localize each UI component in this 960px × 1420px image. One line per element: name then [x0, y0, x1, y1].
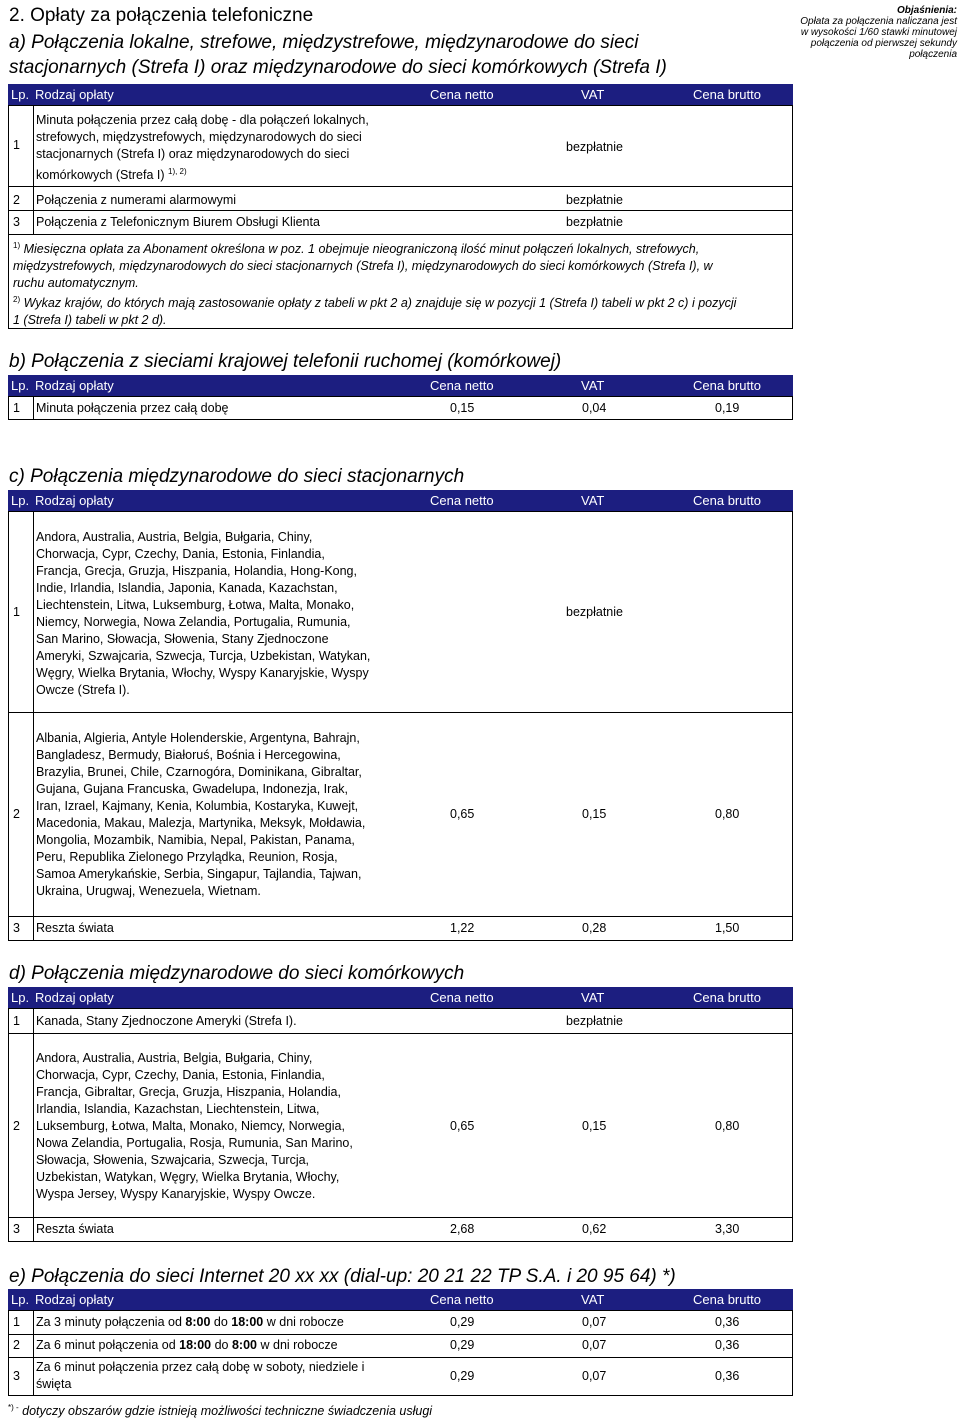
col-gross: Cena brutto — [693, 87, 761, 102]
desc-line: stacjonarnych (Strefa I) oraz międzynarodowych do sieci — [36, 147, 350, 161]
list-line: Węgry, Wielka Brytania, Włochy, Wyspy Kanaryjskie, Wyspy — [36, 666, 369, 680]
section-e-table — [8, 1310, 793, 1396]
vat-price: 0,07 — [582, 1315, 607, 1329]
col-net: Cena netto — [430, 493, 494, 508]
table-header — [8, 375, 793, 396]
table-header — [8, 987, 793, 1008]
table-header — [8, 490, 793, 511]
col-vat: VAT — [581, 87, 605, 102]
row-lp: 2 — [13, 193, 20, 207]
desc-line: Za 6 minut połączenia przez całą dobę w soboty, niedziele i — [36, 1360, 365, 1374]
list-line: Albania, Algieria, Antyle Holenderskie, Argentyna, Bahrajn, — [36, 731, 360, 745]
col-type: Rodzaj opłaty — [35, 493, 114, 508]
col-vat: VAT — [581, 990, 605, 1005]
country-list — [36, 1050, 353, 1203]
section-b-table — [8, 396, 793, 420]
table-header — [8, 1289, 793, 1310]
side-note-line: Opłata za połączenia naliczana jest — [800, 16, 957, 27]
row-lp: 3 — [13, 1222, 20, 1236]
row-lp: 1 — [13, 401, 20, 415]
row-lp: 1 — [13, 1014, 20, 1028]
col-gross: Cena brutto — [693, 493, 761, 508]
footnote-line: Miesięczna opłata za Abonament określona w poz. 1 obejmuje nieograniczoną ilość minut połączeń lokalnych, strefowych, — [23, 242, 700, 257]
row-desc: Połączenia z Telefonicznym Biurem Obsługi Klienta — [36, 215, 320, 229]
list-line: Luksemburg, Łotwa, Malta, Monako, Niemcy, Norwegia, — [36, 1119, 345, 1133]
country-list — [36, 529, 370, 699]
section-c-title: c) Połączenia międzynarodowe do sieci stacjonarnych — [9, 466, 465, 487]
time-from: 8:00 — [185, 1315, 211, 1329]
desc-part: do — [210, 1315, 232, 1329]
footnote-text: dotyczy obszarów gdzie istnieją możliwości techniczne świadczenia usługi — [22, 1404, 433, 1419]
footnote-ref: 1), 2) — [168, 167, 187, 176]
list-line: Uzbekistan, Watykan, Węgry, Wielka Brytania, Włochy, — [36, 1170, 340, 1184]
row-lp: 1 — [13, 138, 20, 152]
list-line: Bangladesz, Bermudy, Białoruś, Bośnia i Hercegowina, — [36, 748, 341, 762]
row-lp: 2 — [13, 1119, 20, 1133]
side-note-heading: Objaśnienia: — [896, 5, 957, 16]
section-d-table — [8, 1008, 793, 1242]
list-line: Samoa Amerykańskie, Serbia, Singapur, Tajlandia, Tajwan, — [36, 867, 362, 881]
gross-price: 0,36 — [715, 1315, 740, 1329]
vat-price: 0,07 — [582, 1369, 607, 1383]
time-from: 18:00 — [179, 1338, 212, 1352]
col-net: Cena netto — [430, 378, 494, 393]
list-line: Ameryki, Szwajcaria, Szwecja, Turcja, Uzbekistan, Watykan, — [36, 649, 371, 663]
row-desc: Kanada, Stany Zjednoczone Ameryki (Strefa I). — [36, 1014, 297, 1028]
col-lp: Lp. — [11, 87, 30, 102]
list-line: Peru, Republika Zielonego Przylądka, Reunion, Rosja, — [36, 850, 338, 864]
row-desc — [36, 1314, 344, 1331]
col-type: Rodzaj opłaty — [35, 1292, 114, 1307]
section-e-title: e) Połączenia do sieci Internet 20 xx xx (dial-up: 20 21 22 TP S.A. i 20 95 64) *) — [9, 1266, 676, 1287]
time-to: 8:00 — [231, 1338, 258, 1352]
section-e-footnote — [8, 1399, 432, 1420]
list-line: Owcze (Strefa I). — [36, 683, 130, 697]
list-line: Chorwacja, Cypr, Czechy, Dania, Estonia, Finlandia, — [36, 547, 325, 561]
row-lp: 2 — [13, 807, 20, 821]
footnote-line: Wykaz krajów, do których mają zastosowanie opłaty z tabeli w pkt 2 a) znajduje się w pozycji 1 (Strefa I) tabeli w pkt 2 c) i pozycji — [23, 296, 737, 311]
row-lp: 1 — [13, 1315, 20, 1329]
net-price: 0,29 — [450, 1338, 475, 1352]
col-type: Rodzaj opłaty — [35, 378, 114, 393]
net-price: 0,29 — [450, 1369, 475, 1383]
row-desc: Reszta świata — [36, 921, 114, 935]
gross-price: 0,80 — [715, 1119, 740, 1133]
vat-price: 0,15 — [582, 1119, 607, 1133]
row-lp: 1 — [13, 605, 20, 619]
desc-part: Za 3 minuty połączenia od — [36, 1315, 186, 1329]
vat-price: 0,28 — [582, 921, 607, 935]
desc-part: w dni robocze — [263, 1315, 344, 1329]
desc-line: święta — [36, 1377, 72, 1391]
footnote-line: międzystrefowych, międzynarodowych do sieci stacjonarnych (Strefa I), międzynarodowych do sieci komórkowych (Strefa I), w — [13, 259, 713, 274]
gross-price: 3,30 — [715, 1222, 740, 1236]
country-list — [36, 730, 365, 900]
col-type: Rodzaj opłaty — [35, 990, 114, 1005]
list-line: Liechtenstein, Litwa, Luksemburg, Łotwa, Malta, Monako, — [36, 598, 355, 612]
footnote-line: ruchu automatycznym. — [13, 276, 139, 291]
price: bezpłatnie — [566, 193, 623, 207]
price: bezpłatnie — [566, 605, 623, 619]
list-line: Słowacja, Słowenia, Szwajcaria, Szwecja, Turcja, — [36, 1153, 310, 1167]
list-line: Indie, Irlandia, Islandia, Japonia, Kanada, Kazachstan, — [36, 581, 338, 595]
col-vat: VAT — [581, 378, 605, 393]
list-line: Wyspa Jersey, Wyspy Kanaryjskie, Wyspy Owcze. — [36, 1187, 316, 1201]
side-note-line: połączenia od pierwszej sekundy — [810, 38, 957, 49]
list-line: Andora, Australia, Austria, Belgia, Bułgaria, Chiny, — [36, 1051, 313, 1065]
vat-price: 0,07 — [582, 1338, 607, 1352]
row-lp: 3 — [13, 215, 20, 229]
price: bezpłatnie — [566, 1014, 623, 1028]
row-desc: Reszta świata — [36, 1222, 114, 1236]
list-line: Francja, Grecja, Gruzja, Hiszpania, Holandia, Hong-Kong, — [36, 564, 357, 578]
footnote-mark: 1) — [13, 241, 21, 250]
col-gross: Cena brutto — [693, 1292, 761, 1307]
row-desc: Połączenia z numerami alarmowymi — [36, 193, 237, 207]
list-line: Iran, Izrael, Kajmany, Kenia, Kolumbia, Kostaryka, Kuwejt, — [36, 799, 359, 813]
gross-price: 0,19 — [715, 401, 740, 415]
side-note-line: połączenia — [909, 49, 957, 60]
main-title: 2. Opłaty za połączenia telefoniczne — [9, 5, 314, 26]
col-vat: VAT — [581, 493, 605, 508]
footnote-mark: *) - — [8, 1403, 19, 1412]
col-gross: Cena brutto — [693, 990, 761, 1005]
row-lp: 3 — [13, 1369, 20, 1383]
list-line: Ukraina, Urugwaj, Wenezuela, Wietnam. — [36, 884, 261, 898]
net-price: 1,22 — [450, 921, 475, 935]
net-price: 0,15 — [450, 401, 475, 415]
section-c-table — [8, 511, 793, 941]
row-lp: 3 — [13, 921, 20, 935]
list-line: Gujana, Gujana Francuska, Gwadelupa, Indonezja, Irak, — [36, 782, 348, 796]
section-a-table — [8, 105, 793, 329]
col-lp: Lp. — [11, 990, 30, 1005]
price: bezpłatnie — [566, 215, 623, 229]
side-note — [717, 5, 957, 60]
gross-price: 1,50 — [715, 921, 740, 935]
list-line: Niemcy, Norwegia, Nowa Zelandia, Portugalia, Rumunia, — [36, 615, 351, 629]
net-price: 2,68 — [450, 1222, 475, 1236]
col-type: Rodzaj opłaty — [35, 87, 114, 102]
list-line: Francja, Gibraltar, Grecja, Gruzja, Hiszpania, Holandia, — [36, 1085, 341, 1099]
section-d-title: d) Połączenia międzynarodowe do sieci komórkowych — [9, 963, 465, 984]
list-line: Andora, Australia, Austria, Belgia, Bułgaria, Chiny, — [36, 530, 313, 544]
row-desc — [36, 112, 369, 184]
list-line: San Marino, Słowacja, Słowenia, Stany Zjednoczone — [36, 632, 329, 646]
row-lp: 2 — [13, 1338, 20, 1352]
row-desc: Minuta połączenia przez całą dobę — [36, 401, 229, 415]
gross-price: 0,36 — [715, 1338, 740, 1352]
footnote-mark: 2) — [13, 295, 21, 304]
list-line: Mongolia, Mozambik, Namibia, Nepal, Pakistan, Panama, — [36, 833, 355, 847]
net-price: 0,29 — [450, 1315, 475, 1329]
footnote-line: 1 (Strefa I) tabeli w pkt 2 d). — [13, 313, 167, 328]
desc-line: Minuta połączenia przez całą dobę - dla połączeń lokalnych, — [36, 113, 369, 127]
vat-price: 0,15 — [582, 807, 607, 821]
col-net: Cena netto — [430, 87, 494, 102]
col-vat: VAT — [581, 1292, 605, 1307]
desc-line: strefowych, międzystrefowych, międzynarodowych do sieci — [36, 130, 362, 144]
row-desc — [36, 1359, 364, 1393]
list-line: Chorwacja, Cypr, Czechy, Dania, Estonia, Finlandia, — [36, 1068, 325, 1082]
list-line: Brazylia, Brunei, Chile, Czarnogóra, Dominikana, Gibraltar, — [36, 765, 362, 779]
footnote-2 — [13, 291, 736, 329]
net-price: 0,65 — [450, 1119, 475, 1133]
col-lp: Lp. — [11, 378, 30, 393]
col-lp: Lp. — [11, 493, 30, 508]
desc-part: Za 6 minut połączenia od — [36, 1338, 180, 1352]
net-price: 0,65 — [450, 807, 475, 821]
time-to: 18:00 — [231, 1315, 264, 1329]
desc-part: do — [211, 1338, 232, 1352]
gross-price: 0,36 — [715, 1369, 740, 1383]
section-b-title: b) Połączenia z sieciami krajowej telefonii ruchomej (komórkowej) — [9, 351, 562, 372]
side-note-line: w wysokości 1/60 stawki minutowej — [800, 27, 957, 38]
section-a-title: a) Połączenia lokalne, strefowe, międzystrefowe, międzynarodowe do sieci — [9, 32, 639, 53]
footnote-1 — [13, 237, 713, 292]
desc-part: w dni robocze — [257, 1338, 338, 1352]
row-desc — [36, 1337, 338, 1354]
section-a-title-2: stacjonarnych (Strefa I) oraz międzynarodowe do sieci komórkowych (Strefa I) — [9, 57, 667, 78]
price: bezpłatnie — [566, 140, 623, 154]
vat-price: 0,04 — [582, 401, 607, 415]
desc-line: komórkowych (Strefa I) — [36, 168, 165, 183]
col-gross: Cena brutto — [693, 378, 761, 393]
table-header — [8, 84, 793, 105]
col-lp: Lp. — [11, 1292, 30, 1307]
list-line: Nowa Zelandia, Portugalia, Rosja, Rumunia, San Marino, — [36, 1136, 353, 1150]
list-line: Macedonia, Makau, Malezja, Martynika, Meksyk, Mołdawia, — [36, 816, 366, 830]
col-net: Cena netto — [430, 1292, 494, 1307]
col-net: Cena netto — [430, 990, 494, 1005]
vat-price: 0,62 — [582, 1222, 607, 1236]
gross-price: 0,80 — [715, 807, 740, 821]
list-line: Irlandia, Islandia, Kazachstan, Liechtenstein, Litwa, — [36, 1102, 320, 1116]
